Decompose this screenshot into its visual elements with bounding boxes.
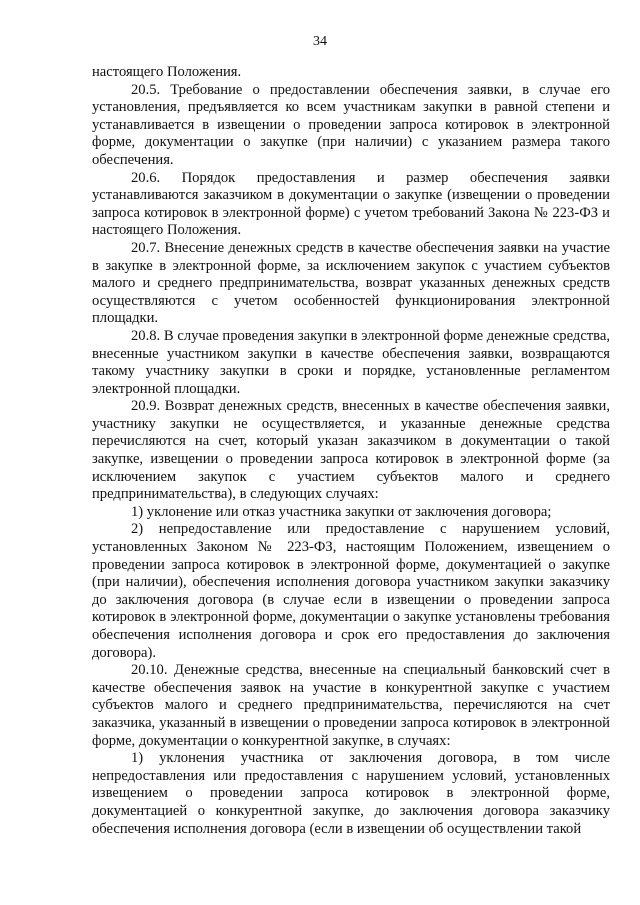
paragraph-20-10: 20.10. Денежные средства, внесенные на специальный банковский счет в качестве обеспечения заявок на участие в конкурентной закупке с участием субъектов малого и среднего предпринимательства, перечисляются на счет заказчика, указанный в извещении о проведении запроса котировок в электронной форме, документации о конкурентной закупке, в случаях: [92,662,610,749]
document-body [92,64,610,838]
paragraph-continuation: настоящего Положения. [92,64,242,80]
paragraph-20-9-item-1: 1) уклонение или отказ участника закупки от заключения договора; [131,503,552,520]
paragraph-20-8: 20.8. В случае проведения закупки в электронной форме денежные средства, внесенные участником закупки в качестве обеспечения заявки, возвращаются такому участнику закупки в сроки и порядке, установленные регламентом электронной площадки. [92,327,610,397]
paragraph-20-9-item-2: 2) непредоставление или предоставление с нарушением условий, установленных Законом № 223-ФЗ, настоящим Положением, извещением о проведении запроса котировок в электронной форме, документацией о закупке (при наличии), обеспечения исполнения договора участником закупки заказчику до заключения договора (в случае если в извещении о проведении запроса котировок в электронной форме, документации о закупке установлены требования обеспечения исполнения договора и срок его предоставления до заключения договора). [92,521,610,661]
paragraph-20-6: 20.6. Порядок предоставления и размер обеспечения заявки устанавливаются заказчиком в документации о закупке (извещении о проведении запроса котировок в электронной форме) с учетом требований Закона № 223-ФЗ и настоящего Положения. [92,169,610,239]
paragraph-20-5: 20.5. Требование о предоставлении обеспечения заявки, в случае его установления, предъявляется ко всем участникам закупки в равной степени и устанавливается в извещении о проведении запроса котировок в электронной форме, документации о закупке (при наличии) с указанием размера такого обеспечения. [92,81,610,168]
paragraph-20-9: 20.9. Возврат денежных средств, внесенных в качестве обеспечения заявки, участнику закупки не осуществляется, и указанные денежные средства перечисляются на счет, который указан заказчиком в документации о такой закупке, извещении о проведении запроса котировок в электронной форме (за исключением закупок с участием субъектов малого и среднего предпринимательства), в следующих случаях: [92,398,610,503]
paragraph-20-10-item-1: 1) уклонения участника от заключения договора, в том числе непредоставления или предоставления с нарушением условий, установленных извещением о проведении запроса котировок в электронной форме, документацией о конкурентной закупке, до заключения договора заказчику обеспечения исполнения договора (если в извещении об осуществлении такой [92,750,610,837]
paragraph-20-7: 20.7. Внесение денежных средств в качестве обеспечения заявки на участие в закупке в электронной форме, за исключением закупок с участием субъектов малого и среднего предпринимательства, возврат указанных денежных средств осуществляются с учетом особенностей функционирования электронной площадки. [92,239,610,327]
page-number: 34 [313,34,327,49]
